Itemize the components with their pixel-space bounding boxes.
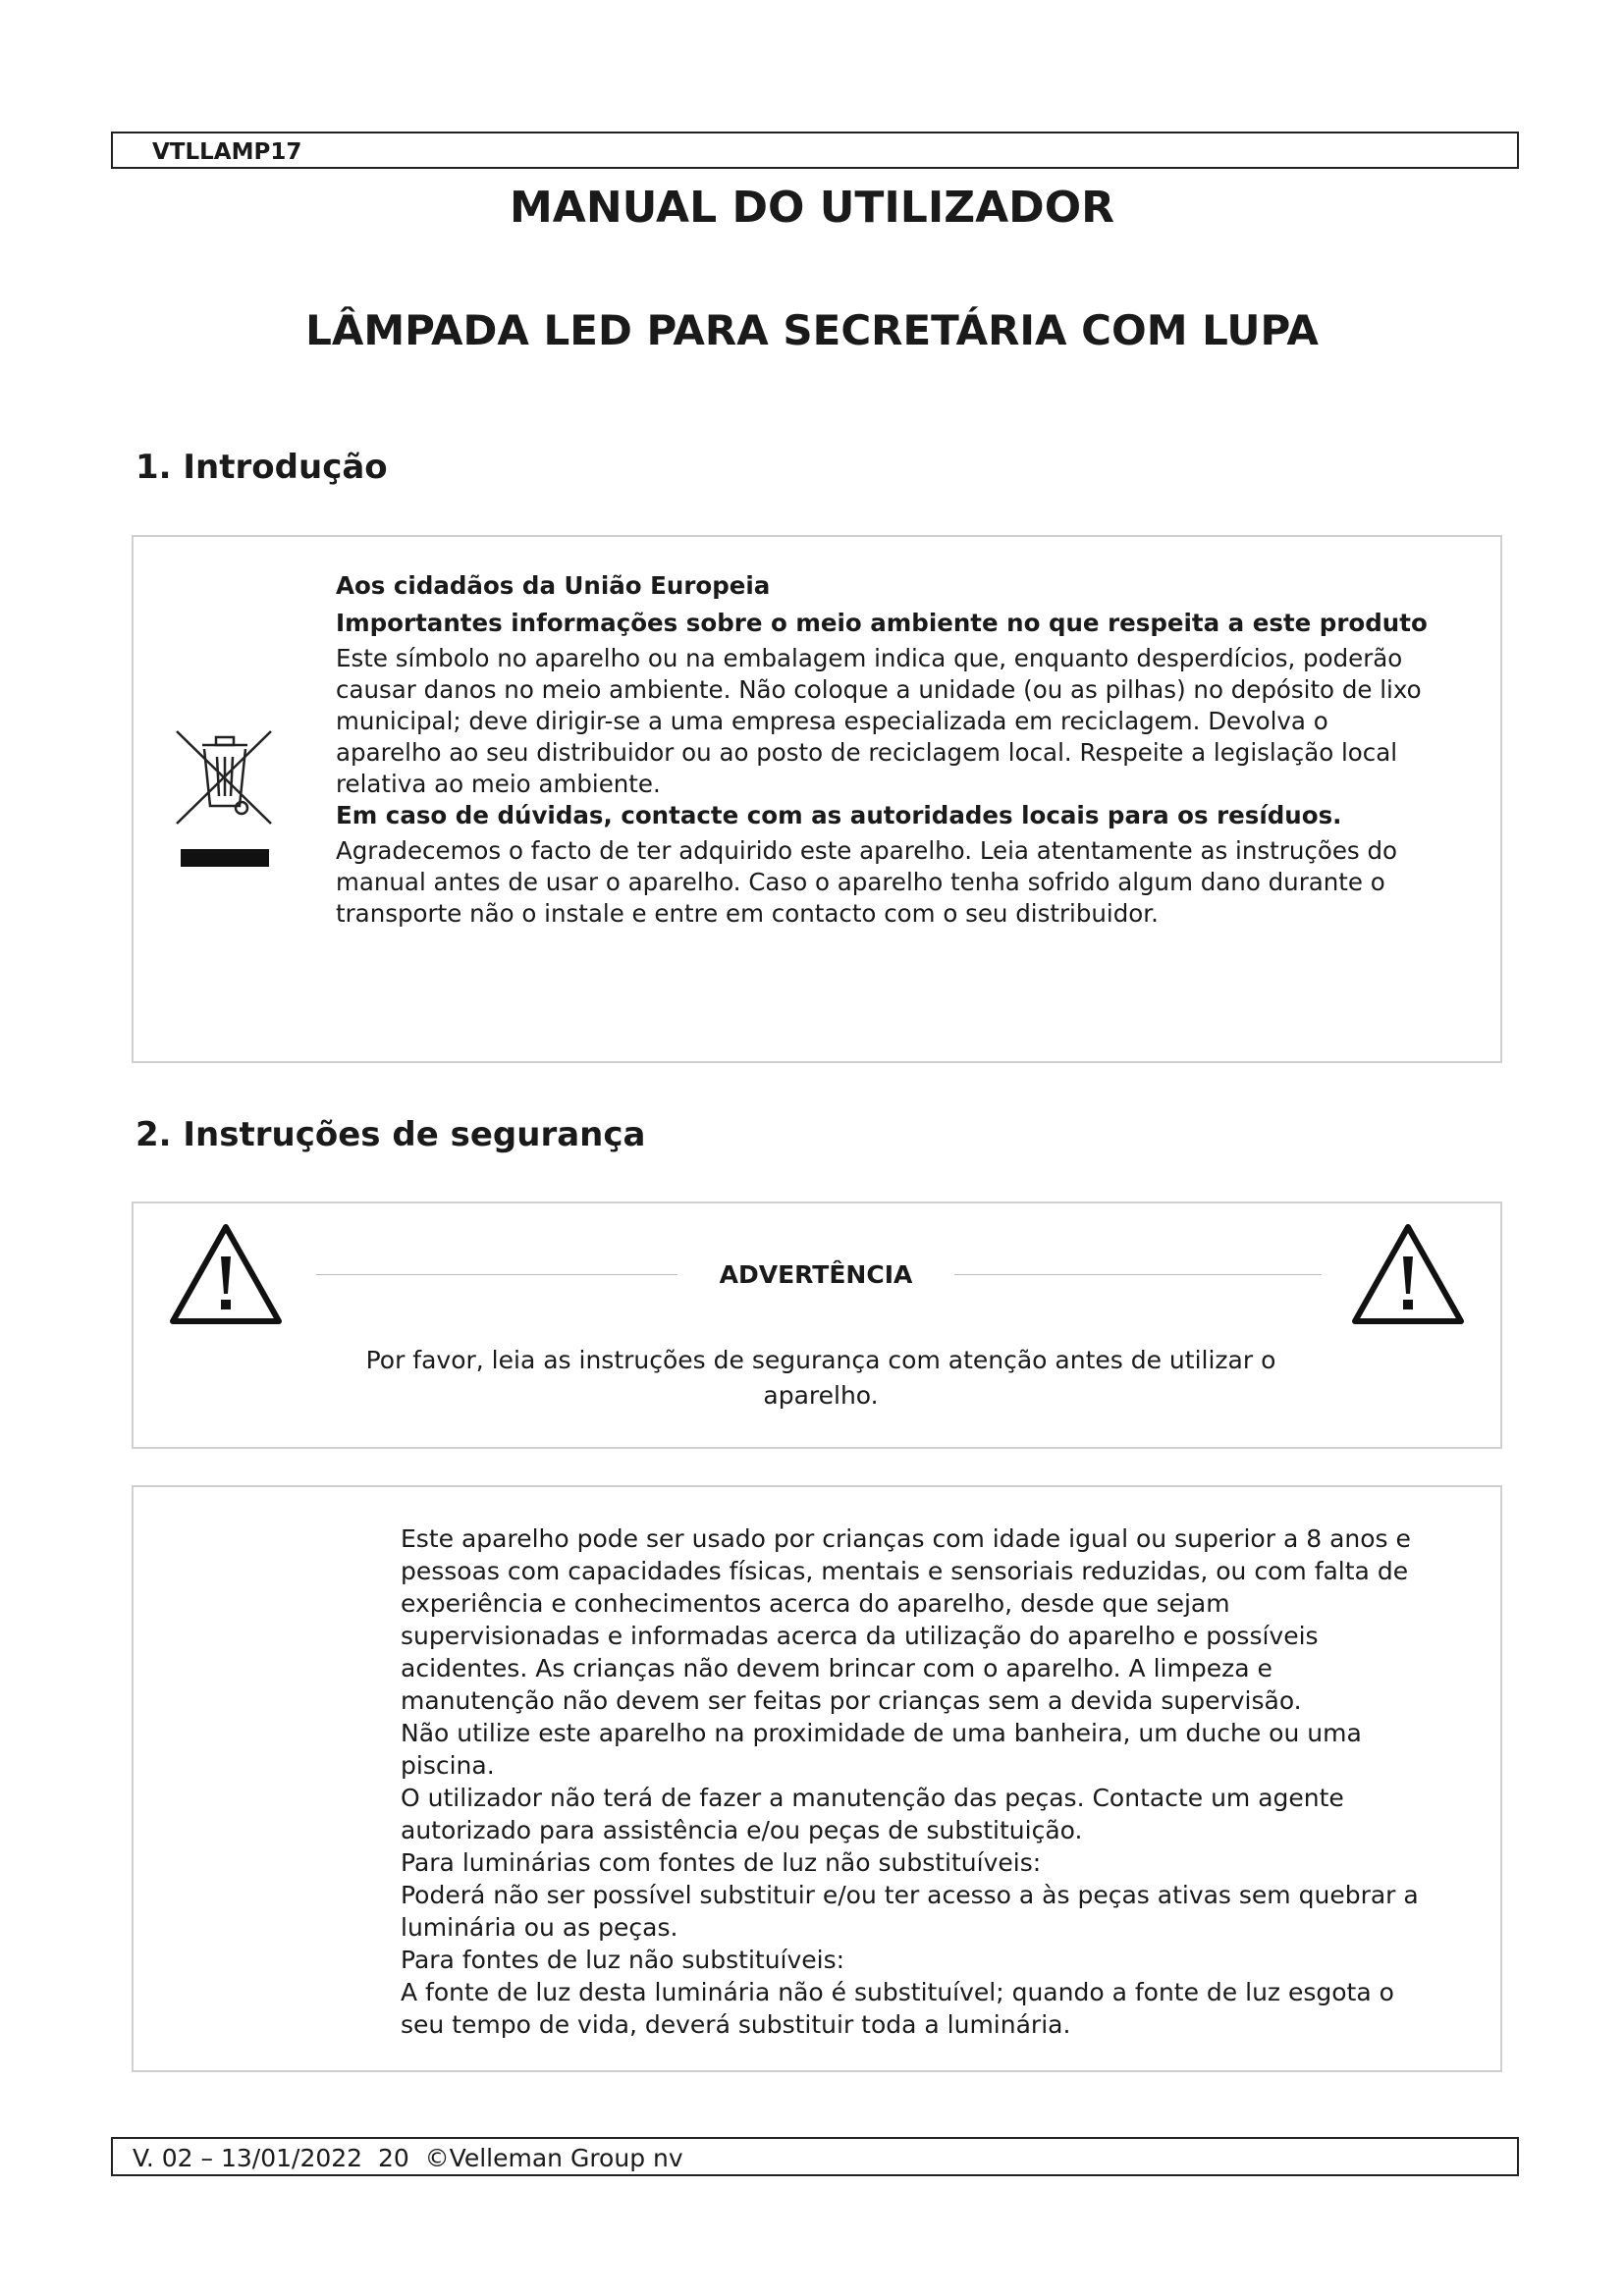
safety-paragraph: Não utilize este aparelho na proximidade de uma banheira, um duche ou uma piscina.	[401, 1719, 1362, 1780]
intro-text	[336, 570, 1435, 930]
divider	[316, 1274, 677, 1275]
safety-box	[132, 1485, 1502, 2072]
safety-paragraph: A fonte de luz desta luminária não é substituível; quando a fonte de luz esgota o seu tempo de vida, deverá substituir toda a luminária.	[401, 1978, 1394, 2039]
intro-line: Importantes informações sobre o meio ambiente no que respeita a este produto	[336, 609, 1428, 637]
footer-box	[111, 2137, 1519, 2176]
divider	[954, 1274, 1322, 1275]
warning-text: Por favor, leia as instruções de segurança com atenção antes de utilizar o aparelho.	[365, 1346, 1276, 1410]
product-code: VTLLAMP17	[152, 139, 302, 165]
safety-paragraph: Para luminárias com fontes de luz não substituíveis:	[401, 1848, 1042, 1877]
intro-line: Em caso de dúvidas, contacte com as autoridades locais para os resíduos.	[336, 801, 1342, 829]
intro-line: Este símbolo no aparelho ou na embalagem indica que, enquanto desperdícios, poderão causar danos no meio ambiente. Não coloque a unidade (ou as pilhas) no depósito de lixo municipal; deve dirigir-se a uma empresa especializada em reciclagem. Devolva o aparelho ao seu distribuidor ou ao posto de reciclagem local. Respeite a legislação local relativa ao meio ambiente.	[336, 644, 1422, 798]
warning-triangle-icon	[1349, 1221, 1467, 1329]
safety-paragraph: Este aparelho pode ser usado por crianças com idade igual ou superior a 8 anos e pessoas com capacidades físicas, mentais e sensoriais reduzidas, ou com falta de experiência e conhecimentos acerca do aparelho, desde que sejam supervisionadas e informadas acerca da utilização do aparelho e possíveis acidentes. As crianças não devem brincar com o aparelho. A limpeza e manutenção não devem ser feitas por crianças sem a devida supervisão.	[401, 1524, 1411, 1715]
intro-line: Agradecemos o facto de ter adquirido este aparelho. Leia atentamente as instruções do manual antes de usar o aparelho. Caso o aparelho tenha sofrido algum dano durante o transporte não o instale e entre em contacto com o seu distribuidor.	[336, 836, 1397, 928]
section-heading-safety: 2. Instruções de segurança	[135, 1115, 646, 1154]
safety-paragraph: Poderá não ser possível substituir e/ou ter acesso a às peças ativas sem quebrar a luminária ou as peças.	[401, 1881, 1419, 1942]
safety-paragraph: Para fontes de luz não substituíveis:	[401, 1946, 845, 1974]
page-title: MANUAL DO UTILIZADOR	[510, 183, 1114, 233]
safety-paragraph: O utilizador não terá de fazer a manutenção das peças. Contacte um agente autorizado para assistência e/ou peças de substituição.	[401, 1784, 1344, 1844]
safety-text	[401, 1522, 1422, 2041]
intro-line: Aos cidadãos da União Europeia	[336, 571, 771, 600]
warning-triangle-icon	[167, 1221, 285, 1329]
page-subtitle: LÂMPADA LED PARA SECRETÁRIA COM LUPA	[305, 306, 1319, 354]
warning-box	[132, 1201, 1502, 1449]
section-heading-introduction: 1. Introdução	[135, 448, 388, 487]
warning-title: ADVERTÊNCIA	[719, 1260, 913, 1289]
weee-bin-icon	[171, 723, 279, 871]
footer-text: V. 02 – 13/01/2022 20 ©Velleman Group nv	[133, 2144, 683, 2172]
header-box	[111, 132, 1519, 169]
intro-box	[132, 535, 1502, 1063]
